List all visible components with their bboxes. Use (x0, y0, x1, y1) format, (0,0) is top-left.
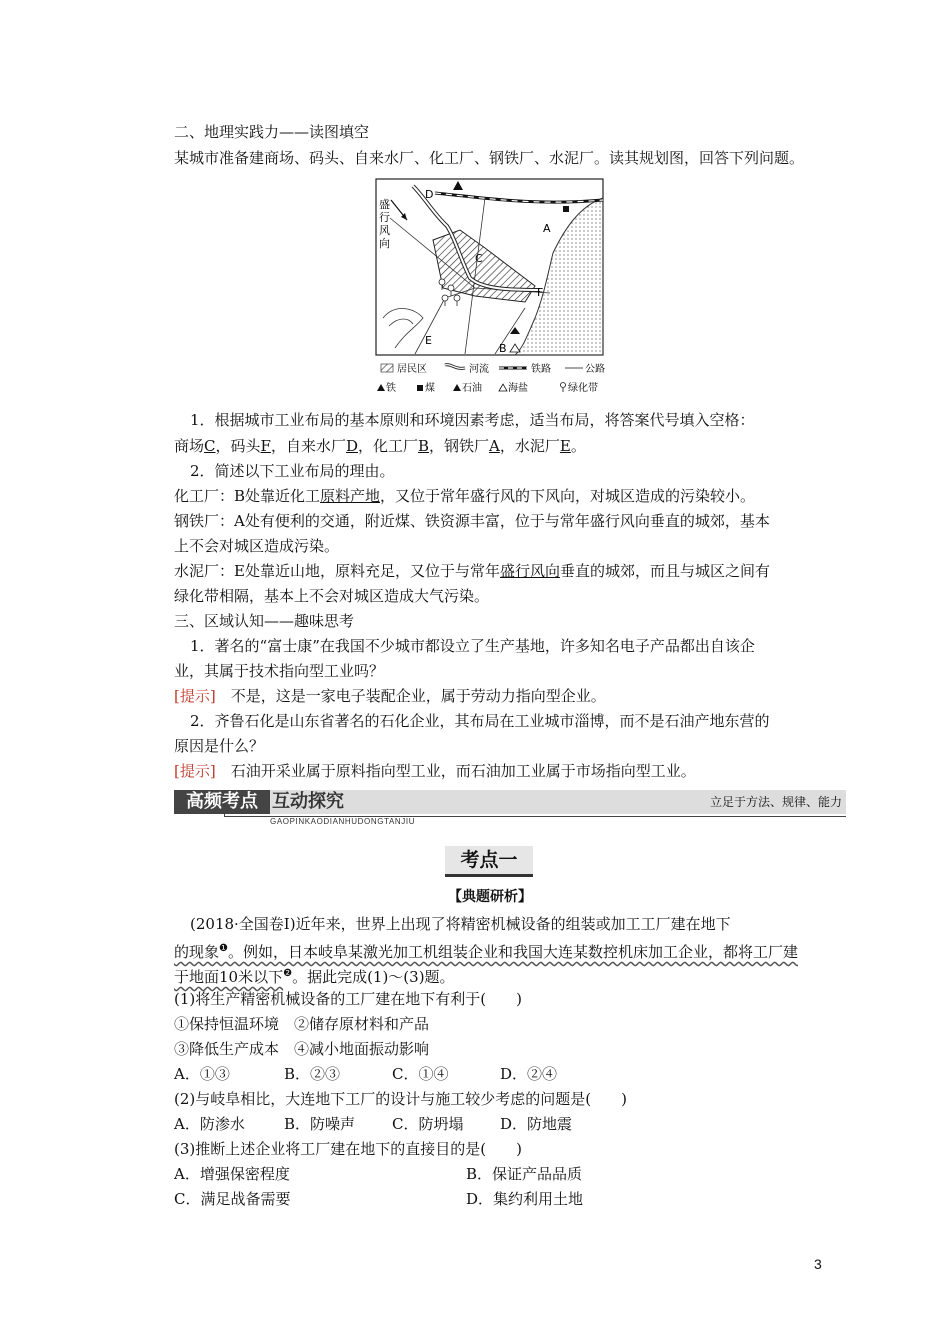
s3-a1: [提示] 不是，这是一家电子装配企业，属于劳动力指向型企业。 (174, 687, 606, 705)
dianti-heading: 【典题研析】 (448, 889, 532, 905)
q1-text: 1．根据城市工业布局的基本原则和环境因素考虑，适当布局，将答案代号填入空格： (190, 411, 755, 429)
hint-tag: [提示] (174, 687, 216, 705)
sq2-question: (2)与岐阜相比，大连地下工厂的设计与施工较少考虑的问题是( ) (174, 1090, 627, 1108)
label-d: D (425, 188, 434, 201)
label-c: C (475, 252, 483, 265)
sq1-choice-a: A．①③ (174, 1065, 230, 1083)
wind-char-2: 行 (379, 211, 390, 224)
section3-title: 三、区域认知——趣味思考 (174, 612, 355, 630)
kaodian-heading: 考点一 (445, 846, 533, 877)
coal-symbol (563, 206, 569, 212)
legend-iron: 铁 (386, 383, 396, 394)
legend-residential: 居民区 (397, 364, 427, 375)
s3-q2-line1: 2．齐鲁石化是山东省著名的石化企业，其布局在工业城市淄博，而不是石油产地东营的 (190, 712, 770, 730)
wind-char-3: 风 (379, 224, 390, 237)
label-b: B (499, 342, 507, 355)
wind-char-4: 向 (379, 237, 390, 250)
legend-road: 公路 (585, 364, 605, 375)
note-1: ❶ (219, 943, 228, 954)
q2-steel-2: 上不会对城区造成污染。 (174, 537, 340, 555)
answer-chem: B (418, 437, 430, 455)
answer-cement: E (559, 437, 571, 455)
sq2-choice-a: A．防渗水 (174, 1115, 245, 1133)
q1-answers: 商场C，码头F，自来水厂D，化工厂B，钢铁厂A，水泥厂E。 (174, 437, 586, 455)
note-2: ❷ (283, 968, 293, 979)
sq3-choice-d: D．集约利用土地 (466, 1190, 584, 1208)
legend-greenbelt: 绿化带 (568, 383, 598, 394)
q2-steel-1: 钢铁厂：A处有便利的交通，附近煤、铁资源丰富，位于与常年盛行风向垂直的城郊，基本 (174, 512, 770, 530)
legend-coal: 煤 (425, 383, 435, 394)
banner-right: 立足于方法、规律、能力 (709, 795, 842, 809)
stem-line2: 的现象$^❶$。例如，日本岐阜某激光加工机组装企业和我国大连某数控机床加工企业，都将工厂建 (174, 943, 798, 961)
sq1-choice-c: C．①④ (392, 1065, 449, 1083)
sq2-choice-d: D．防地震 (500, 1115, 573, 1133)
answer-mall: C (204, 437, 216, 455)
sq1-question: (1)将生产精密机械设备的工厂建在地下有利于( ) (174, 990, 522, 1008)
sq1-options-1: ①保持恒温环境 ②储存原材料和产品 (174, 1015, 430, 1033)
sq2-choice-b: B．防噪声 (284, 1115, 356, 1133)
legend-railway: 铁路 (531, 364, 551, 375)
section2-title: 二、地理实践力——读图填空 (174, 123, 370, 141)
planning-map (375, 178, 635, 400)
s3-q1-line2: 业，其属于技术指向型工业吗？ (174, 662, 385, 680)
banner-main-a: 高频考点 (174, 790, 270, 814)
label-e: E (425, 334, 432, 347)
sq1-options-2: ③降低生产成本 ④减小地面振动影响 (174, 1040, 430, 1058)
wind-char-1: 盛 (379, 198, 390, 211)
s3-a2: [提示] 石油开采业属于原料指向型工业，而石油加工业属于市场指向型工业。 (174, 762, 696, 780)
sq1-choice-b: B．②③ (284, 1065, 341, 1083)
section-banner (174, 790, 846, 826)
section2-intro: 某城市准备建商场、码头、自来水厂、化工厂、钢铁厂、水泥厂。读其规划图，回答下列问题。 (174, 149, 805, 167)
hint-tag: [提示] (174, 762, 216, 780)
label-f: F (537, 286, 544, 299)
s3-q2-line2: 原因是什么？ (174, 737, 265, 755)
page-number: 3 (814, 1256, 822, 1272)
sq3-choice-c: C．满足战备需要 (174, 1190, 291, 1208)
legend-oil: 石油 (462, 383, 482, 394)
s3-q1-line1: 1．著名的“富士康”在我国不少城市都设立了生产基地，许多知名电子产品都出自该企 (190, 637, 755, 655)
sq3-choice-b: B．保证产品品质 (466, 1165, 583, 1183)
banner-main-b: 互动探究 (272, 791, 344, 812)
answer-dock: F (260, 437, 271, 455)
legend-river: 河流 (469, 364, 489, 375)
sq2-choice-c: C．防坍塌 (392, 1115, 464, 1133)
answer-water: D (345, 437, 358, 455)
q2-cement-2: 绿化带相隔，基本上不会对城区造成大气污染。 (174, 587, 490, 605)
sq3-choice-a: A．增强保密程度 (174, 1165, 290, 1183)
sq3-question: (3)推断上述企业将工厂建在地下的直接目的是( ) (174, 1140, 522, 1158)
stem-line3: 于地面10米以下$^❷$。据此完成(1)～(3)题。 (174, 968, 455, 986)
banner-pinyin: GAOPINKAODIANHUDONGTANJIU (270, 817, 416, 826)
answer-steel: A (489, 437, 500, 455)
stem-line1: (2018·全国卷Ⅰ)近年来，世界上出现了将精密机械设备的组装或加工工厂建在地下 (190, 915, 731, 933)
q2-cement: 水泥厂：E处靠近山地，原料充足，又位于与常年盛行风向垂直的城郊，而且与城区之间有 (174, 562, 770, 580)
label-a: A (543, 222, 551, 235)
q2-text: 2．简述以下工业布局的理由。 (190, 462, 395, 480)
legend-salt: 海盐 (508, 383, 528, 394)
sq1-choice-d: D．②④ (500, 1065, 558, 1083)
q2-chem: 化工厂：B处靠近化工原料产地，又位于常年盛行风的下风向，对城区造成的污染较小。 (174, 487, 756, 505)
